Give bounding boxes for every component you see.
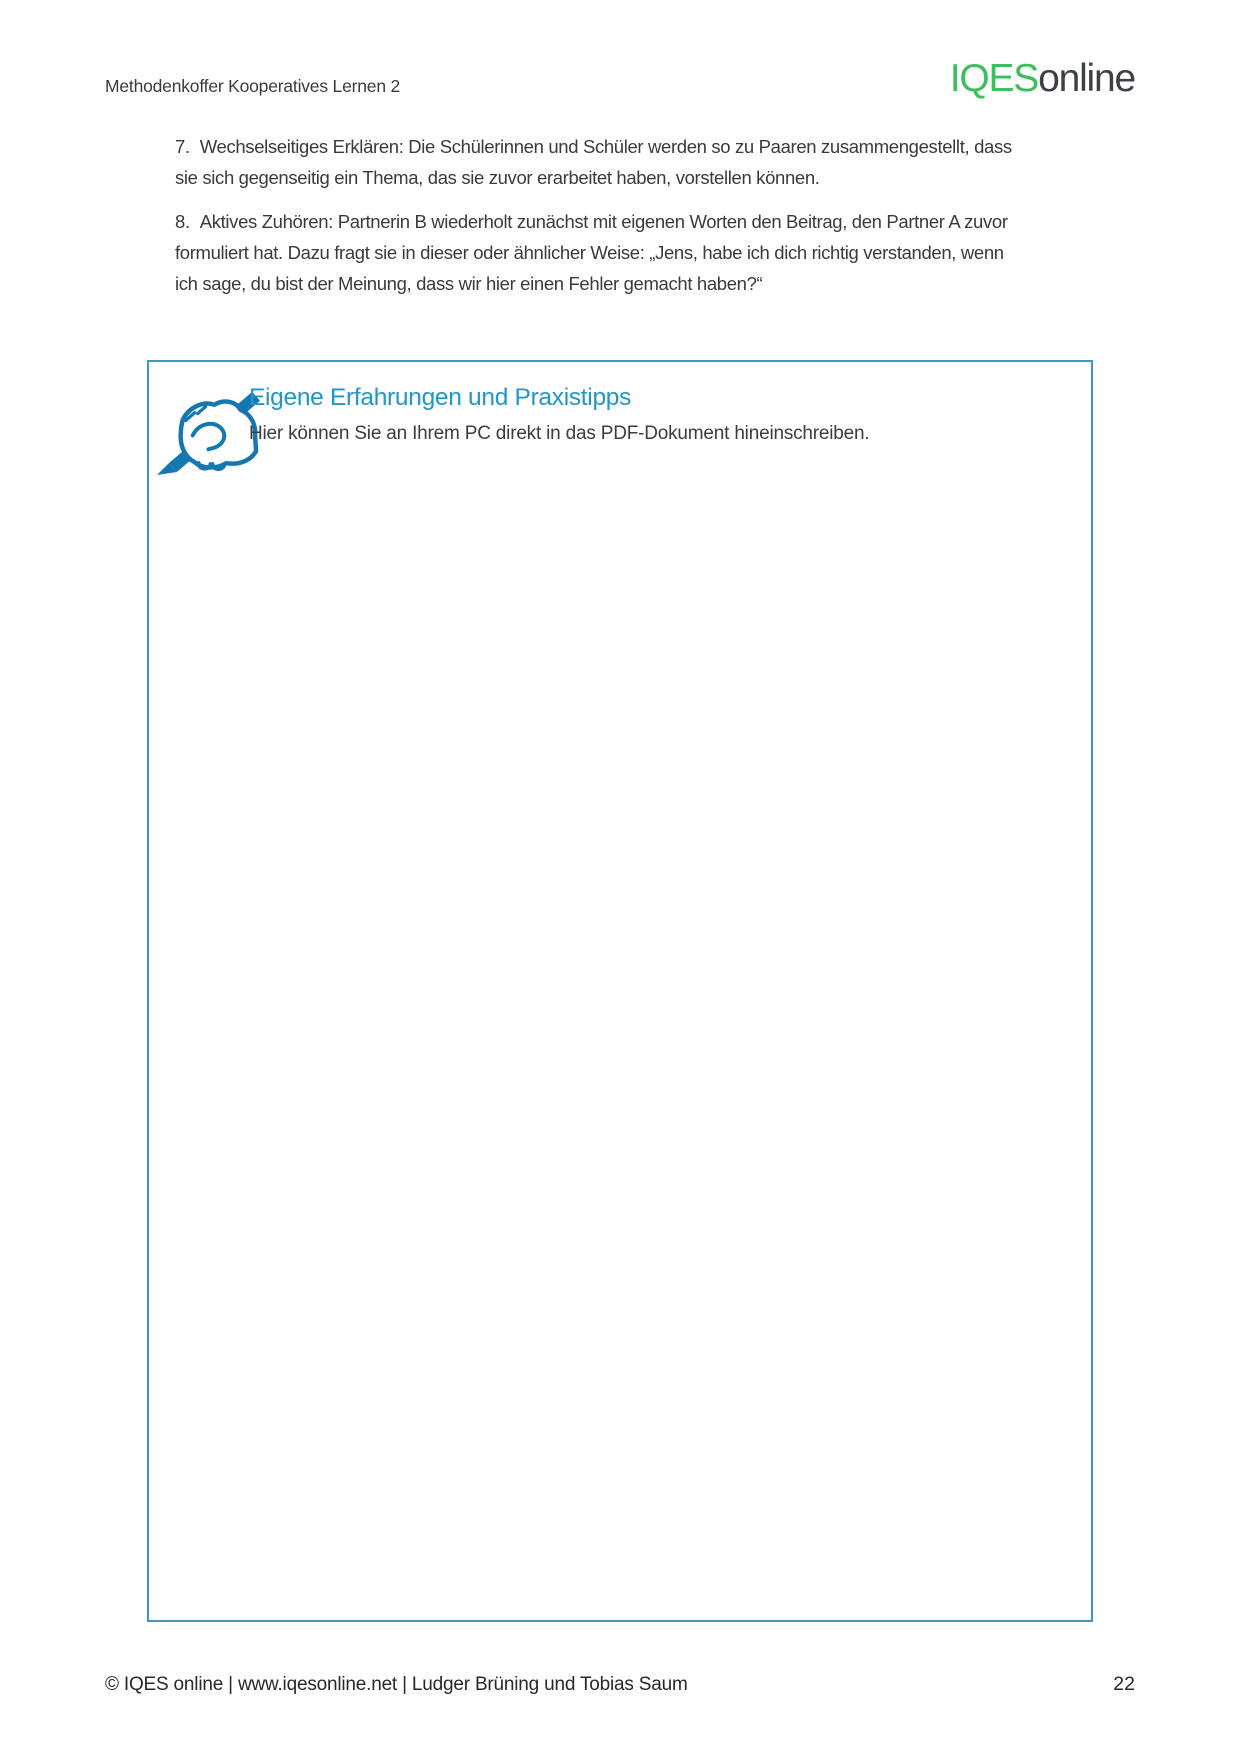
notes-input-area[interactable]: [157, 487, 1083, 1612]
body-paragraphs: [175, 131, 1013, 312]
page-number: 22: [1113, 1673, 1135, 1695]
iqes-online-logo: [950, 57, 1135, 101]
list-text-7: Wechselseitiges Erklären: Die Schülerinnen und Schüler werden so zu Paaren zusammengestellt, dass sie sich gegenseitig ein Thema, das sie zuvor erarbeitet haben, vorstellen können.: [175, 136, 1012, 188]
list-item-7: [175, 131, 1013, 193]
list-number-7: 7.: [175, 136, 190, 157]
logo-iqes-text: IQES: [949, 57, 1039, 100]
list-text-8: Aktives Zuhören: Partnerin B wiederholt zunächst mit eigenen Worten den Beitrag, den Partner A zuvor formuliert hat. Dazu fragt sie in dieser oder ähnlicher Weise: „Jens, habe ich dich richtig verstanden, wenn ich sage, du bist der Meinung, dass wir hier einen Fehler gemacht haben?“: [175, 211, 1008, 294]
footer-copyright: © IQES online | www.iqesonline.net | Ludger Brüning und Tobias Saum: [105, 1674, 688, 1695]
list-item-8: [175, 206, 1013, 299]
notes-box: [147, 360, 1093, 1622]
notes-box-subtitle: Hier können Sie an Ihrem PC direkt in das PDF-Dokument hineinschreiben.: [249, 423, 870, 444]
list-number-8: 8.: [175, 211, 190, 232]
notes-box-title: Eigene Erfahrungen und Praxistipps: [249, 384, 632, 411]
logo-online-text: online: [1038, 57, 1135, 100]
document-header-title: Methodenkoffer Kooperatives Lernen 2: [105, 76, 401, 96]
